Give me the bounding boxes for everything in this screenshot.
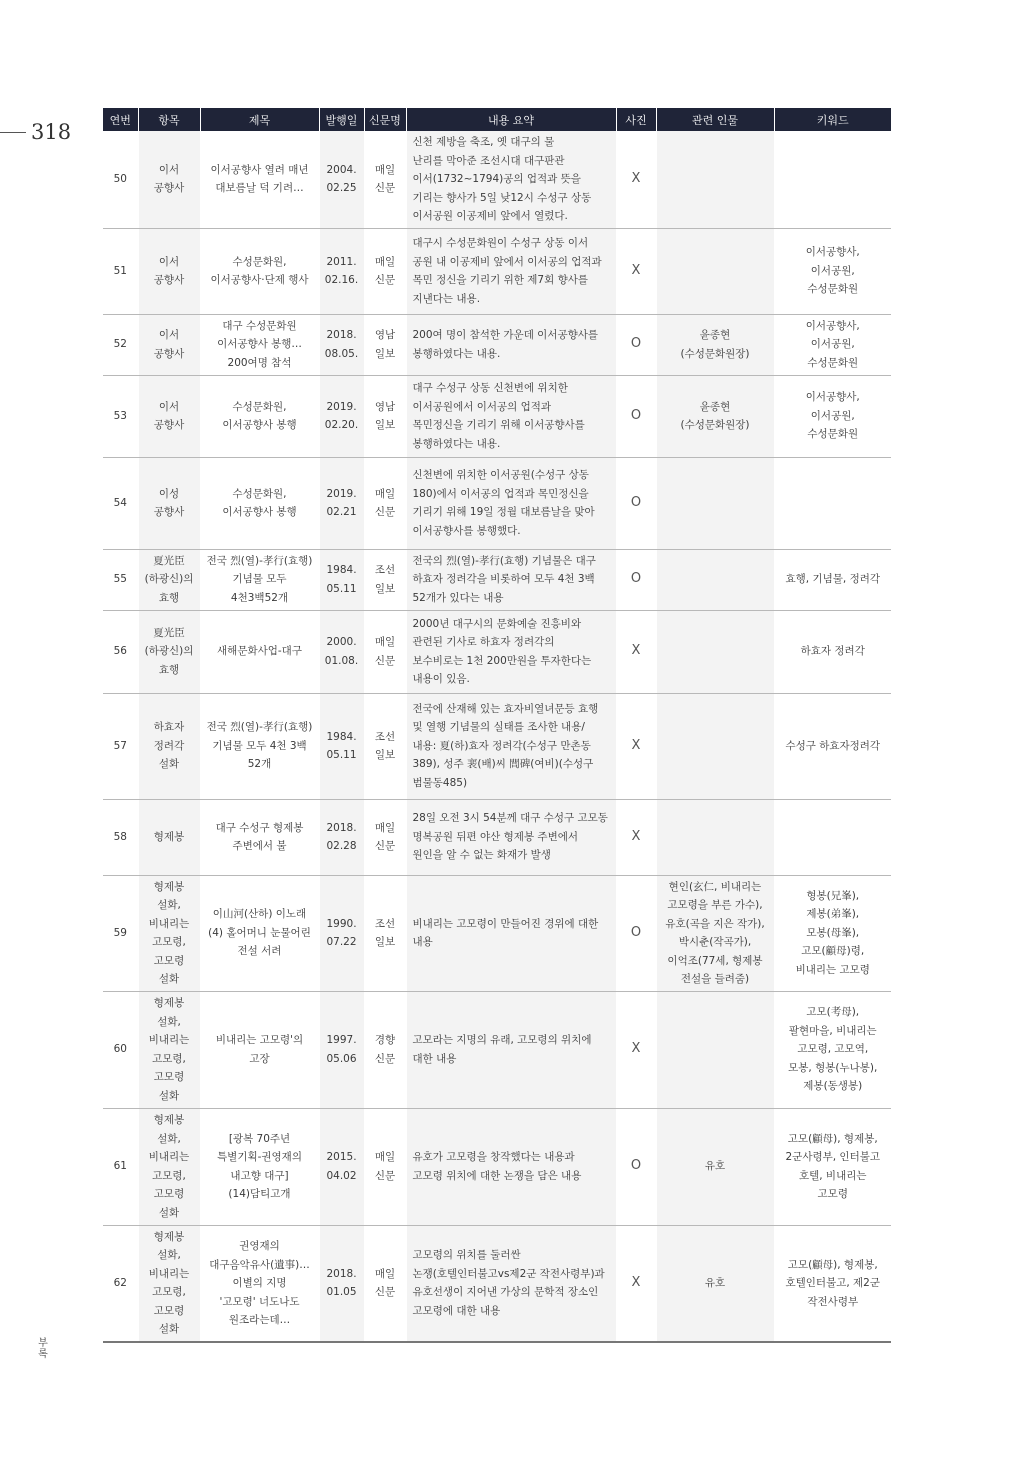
cell-photo: X xyxy=(616,228,656,314)
cell-date: 1990. 07.22 xyxy=(319,875,364,991)
cell-date: 2011. 02.16. xyxy=(319,228,364,314)
cell-title: 전국 烈(열)-孝行(효행) 기념물 모두 4천 3백 52개 xyxy=(200,693,319,799)
cell-summary: 고모라는 지명의 유래, 고모령의 위치에 대한 내용 xyxy=(406,991,616,1108)
cell-paper: 영남 일보 xyxy=(364,375,406,457)
cell-summary: 대구 수성구 상동 신천변에 위치한 이서공원에서 이서공의 업적과 목민정신을 기리기 위해 이서공향사를 봉행하였다는 내용. xyxy=(406,375,616,457)
cell-person xyxy=(656,991,774,1108)
cell-category: 형제봉 xyxy=(138,799,200,875)
side-section-label: 부록 xyxy=(38,1338,48,1360)
cell-person xyxy=(656,693,774,799)
table-header-row xyxy=(103,108,891,131)
cell-title: 새해문화사업-대구 xyxy=(200,610,319,693)
cell-no: 60 xyxy=(103,991,138,1108)
cell-keyword: 이서공향사, 이서공원, 수성문화원 xyxy=(774,314,891,375)
table-body xyxy=(103,131,891,1342)
cell-person xyxy=(656,549,774,610)
cell-category: 형제봉 설화, 비내리는 고모령, 고모령 설화 xyxy=(138,875,200,991)
cell-no: 61 xyxy=(103,1108,138,1225)
cell-paper: 조선 일보 xyxy=(364,875,406,991)
cell-category: 이성 공향사 xyxy=(138,457,200,549)
cell-category: 이서 공향사 xyxy=(138,314,200,375)
cell-title: 수성문화원, 이서공향사 봉행 xyxy=(200,457,319,549)
cell-date: 2000. 01.08. xyxy=(319,610,364,693)
table-row xyxy=(103,314,891,375)
cell-no: 59 xyxy=(103,875,138,991)
cell-paper: 영남 일보 xyxy=(364,314,406,375)
cell-title: 이서공향사 열려 매년 대보름날 덕 기려… xyxy=(200,131,319,228)
cell-photo: O xyxy=(616,875,656,991)
cell-paper: 매일 신문 xyxy=(364,228,406,314)
cell-person: 윤종현 (수성문화원장) xyxy=(656,375,774,457)
cell-no: 52 xyxy=(103,314,138,375)
cell-title: 이山河(산하) 이노래 (4) 홀어머니 눈물어린 전설 서려 xyxy=(200,875,319,991)
cell-paper: 매일 신문 xyxy=(364,1225,406,1342)
header-paper: 신문명 xyxy=(364,108,406,131)
table-row xyxy=(103,228,891,314)
cell-keyword xyxy=(774,799,891,875)
table-row xyxy=(103,549,891,610)
cell-keyword: 형봉(兄峯), 제봉(弟峯), 모봉(母峯), 고모(顧母)령, 비내리는 고모령 xyxy=(774,875,891,991)
cell-summary: 전국의 烈(열)-孝行(효행) 기념물은 대구 하효자 정려각을 비롯하여 모두 4천 3백 52개가 있다는 내용 xyxy=(406,549,616,610)
cell-paper: 조선 일보 xyxy=(364,549,406,610)
cell-keyword: 하효자 정려각 xyxy=(774,610,891,693)
cell-title: 대구 수성구 형제봉 주변에서 불 xyxy=(200,799,319,875)
cell-person: 현인(玄仁, 비내리는 고모령을 부른 가수), 유호(곡을 지은 작가), 박시춘(작곡가), 이억조(77세, 형제봉 전설을 들려줌) xyxy=(656,875,774,991)
cell-paper: 조선 일보 xyxy=(364,693,406,799)
cell-keyword: 이서공향사, 이서공원, 수성문화원 xyxy=(774,375,891,457)
table-row xyxy=(103,693,891,799)
cell-photo: X xyxy=(616,1225,656,1342)
cell-person xyxy=(656,228,774,314)
cell-title: 권영재의 대구음악유사(遺事)… 이별의 지명 '고모령' 너도나도 원조라는데… xyxy=(200,1225,319,1342)
cell-keyword: 고모(考母), 팔현마을, 비내리는 고모령, 고모역, 모봉, 형봉(누나봉), 제봉(동생봉) xyxy=(774,991,891,1108)
header-title: 제목 xyxy=(200,108,319,131)
cell-no: 51 xyxy=(103,228,138,314)
cell-summary: 비내리는 고모령이 만들어진 경위에 대한 내용 xyxy=(406,875,616,991)
cell-title: 수성문화원, 이서공향사 봉행 xyxy=(200,375,319,457)
cell-paper: 매일 신문 xyxy=(364,799,406,875)
cell-person xyxy=(656,610,774,693)
cell-summary: 신천변에 위치한 이서공원(수성구 상동 180)에서 이서공의 업적과 목민정신을 기리기 위해 19일 정월 대보름날을 맞아 이서공향사를 봉행했다. xyxy=(406,457,616,549)
cell-date: 1997. 05.06 xyxy=(319,991,364,1108)
cell-paper: 매일 신문 xyxy=(364,1108,406,1225)
cell-category: 이서 공향사 xyxy=(138,131,200,228)
table-row xyxy=(103,610,891,693)
cell-category: 이서 공향사 xyxy=(138,375,200,457)
cell-summary: 유호가 고모령을 창작했다는 내용과 고모령 위치에 대한 논쟁을 담은 내용 xyxy=(406,1108,616,1225)
cell-photo: X xyxy=(616,991,656,1108)
cell-no: 56 xyxy=(103,610,138,693)
cell-category: 형제봉 설화, 비내리는 고모령, 고모령 설화 xyxy=(138,1108,200,1225)
cell-keyword: 수성구 하효자정려각 xyxy=(774,693,891,799)
cell-paper: 매일 신문 xyxy=(364,457,406,549)
cell-category: 하효자 정려각 설화 xyxy=(138,693,200,799)
header-no: 연번 xyxy=(103,108,138,131)
cell-keyword: 고모(顧母), 형제봉, 2군사령부, 인터불고 호텔, 비내리는 고모령 xyxy=(774,1108,891,1225)
cell-photo: O xyxy=(616,457,656,549)
cell-title: 수성문화원, 이서공향사·단제 행사 xyxy=(200,228,319,314)
cell-paper: 매일 신문 xyxy=(364,131,406,228)
cell-person xyxy=(656,457,774,549)
cell-photo: X xyxy=(616,131,656,228)
header-person: 관련 인물 xyxy=(656,108,774,131)
header-date: 발행일 xyxy=(319,108,364,131)
cell-category: 형제봉 설화, 비내리는 고모령, 고모령 설화 xyxy=(138,991,200,1108)
news-article-table xyxy=(103,108,891,1343)
header-photo: 사진 xyxy=(616,108,656,131)
cell-title: [광복 70주년 특별기획-권영재의 내고향 대구] (14)담티고개 xyxy=(200,1108,319,1225)
table-row xyxy=(103,875,891,991)
cell-category: 夏光臣 (하광신)의 효행 xyxy=(138,610,200,693)
cell-person: 유호 xyxy=(656,1225,774,1342)
cell-person xyxy=(656,131,774,228)
cell-person: 유호 xyxy=(656,1108,774,1225)
cell-no: 53 xyxy=(103,375,138,457)
cell-keyword xyxy=(774,457,891,549)
cell-photo: O xyxy=(616,549,656,610)
cell-person: 윤종현 (수성문화원장) xyxy=(656,314,774,375)
cell-title: 비내리는 고모령'의 고장 xyxy=(200,991,319,1108)
cell-keyword xyxy=(774,131,891,228)
page-number-rule xyxy=(0,132,26,133)
cell-category: 夏光臣 (하광신)의 효행 xyxy=(138,549,200,610)
cell-date: 1984. 05.11 xyxy=(319,549,364,610)
cell-title: 전국 烈(열)-孝行(효행) 기념물 모두 4천3백52개 xyxy=(200,549,319,610)
cell-date: 1984. 05.11 xyxy=(319,693,364,799)
cell-date: 2019. 02.20. xyxy=(319,375,364,457)
cell-no: 62 xyxy=(103,1225,138,1342)
cell-photo: O xyxy=(616,375,656,457)
cell-photo: O xyxy=(616,314,656,375)
cell-title: 대구 수성문화원 이서공향사 봉행… 200여명 참석 xyxy=(200,314,319,375)
header-category: 항목 xyxy=(138,108,200,131)
cell-keyword: 이서공향사, 이서공원, 수성문화원 xyxy=(774,228,891,314)
cell-category: 형제봉 설화, 비내리는 고모령, 고모령 설화 xyxy=(138,1225,200,1342)
cell-summary: 고모령의 위치를 둘러싼 논쟁(호텔인터불고vs제2군 작전사령부)과 유호선생이 지어낸 가상의 문학적 장소인 고모령에 대한 내용 xyxy=(406,1225,616,1342)
cell-photo: X xyxy=(616,799,656,875)
cell-photo: X xyxy=(616,610,656,693)
table-row xyxy=(103,131,891,228)
table-row xyxy=(103,375,891,457)
cell-no: 50 xyxy=(103,131,138,228)
cell-date: 2019. 02.21 xyxy=(319,457,364,549)
header-summary: 내용 요약 xyxy=(406,108,616,131)
cell-person xyxy=(656,799,774,875)
cell-summary: 대구시 수성문화원이 수성구 상동 이서 공원 내 이공제비 앞에서 이서공의 업적과 목민 정신을 기리기 위한 제7회 향사를 지낸다는 내용. xyxy=(406,228,616,314)
cell-no: 58 xyxy=(103,799,138,875)
cell-summary: 200여 명이 참석한 가운데 이서공향사를 봉행하였다는 내용. xyxy=(406,314,616,375)
cell-paper: 매일 신문 xyxy=(364,610,406,693)
table-row xyxy=(103,1108,891,1225)
cell-date: 2018. 02.28 xyxy=(319,799,364,875)
cell-summary: 신천 제방을 축조, 옛 대구의 물 난리를 막아준 조선시대 대구판관 이서(1732~1794)공의 업적과 뜻을 기리는 향사가 5일 낮12시 수성구 상동 이서공원 이공제비 앞에서 열렸다. xyxy=(406,131,616,228)
cell-keyword: 고모(顧母), 형제봉, 호텔인터불고, 제2군 작전사령부 xyxy=(774,1225,891,1342)
cell-date: 2015. 04.02 xyxy=(319,1108,364,1225)
cell-summary: 2000년 대구시의 문화예술 진흥비와 관련된 기사로 하효자 정려각의 보수비로는 1천 200만원을 투자한다는 내용이 있음. xyxy=(406,610,616,693)
cell-photo: O xyxy=(616,1108,656,1225)
table-row xyxy=(103,457,891,549)
cell-no: 55 xyxy=(103,549,138,610)
cell-date: 2004. 02.25 xyxy=(319,131,364,228)
cell-no: 54 xyxy=(103,457,138,549)
cell-summary: 28일 오전 3시 54분께 대구 수성구 고모동 명복공원 뒤편 야산 형제봉 주변에서 원인을 알 수 없는 화재가 발생 xyxy=(406,799,616,875)
cell-keyword: 효행, 기념물, 정려각 xyxy=(774,549,891,610)
cell-no: 57 xyxy=(103,693,138,799)
cell-summary: 전국에 산재해 있는 효자비열녀문등 효행 및 열행 기념물의 실태를 조사한 내용/ 내용: 夏(하)효자 정려각(수성구 만촌동 389), 성주 裵(배)씨 閭碑(여비)(수성구 범물동485) xyxy=(406,693,616,799)
cell-date: 2018. 08.05. xyxy=(319,314,364,375)
cell-paper: 경향 신문 xyxy=(364,991,406,1108)
table-row xyxy=(103,1225,891,1342)
cell-category: 이서 공향사 xyxy=(138,228,200,314)
page-number: 318 xyxy=(31,120,72,144)
table-row xyxy=(103,991,891,1108)
cell-photo: X xyxy=(616,693,656,799)
header-keyword: 키워드 xyxy=(774,108,891,131)
cell-date: 2018. 01.05 xyxy=(319,1225,364,1342)
table-row xyxy=(103,799,891,875)
